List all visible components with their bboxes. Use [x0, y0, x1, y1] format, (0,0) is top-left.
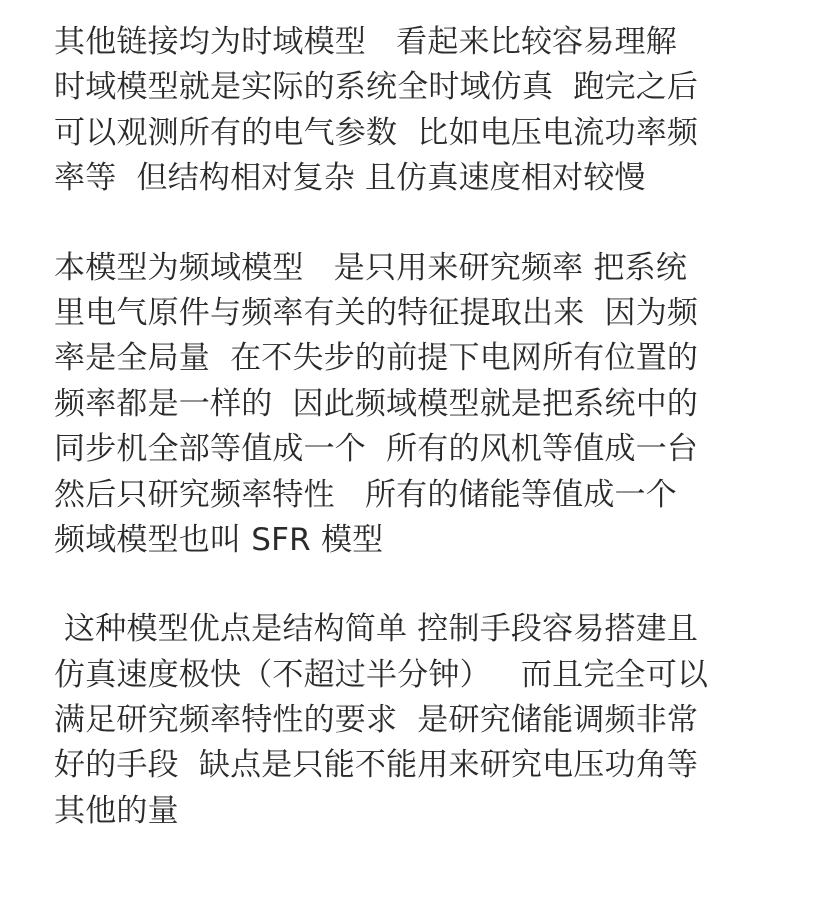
text-line: 好的手段 缺点是只能不能用来研究电压功角等 [54, 747, 699, 784]
paragraph-time-domain [54, 20, 814, 202]
text-line: 率是全局量 在不失步的前提下电网所有位置的 [54, 340, 699, 377]
paragraph-spacer [54, 563, 814, 607]
text-line: 仿真速度极快（不超过半分钟） 而且完全可以 [54, 656, 709, 693]
text-line: 时域模型就是实际的系统全时域仿真 跑完之后 [54, 69, 699, 106]
paragraph-pros-cons [54, 607, 814, 834]
text-line: 然后只研究频率特性 所有的储能等值成一个 [54, 476, 677, 513]
text-line: 其他的量 [54, 792, 179, 829]
text-line: 这种模型优点是结构简单 控制手段容易搭建且 [54, 611, 699, 648]
document-body [54, 20, 814, 834]
text-line: 可以观测所有的电气参数 比如电压电流功率频 [54, 114, 699, 151]
text-line: 里电气原件与频率有关的特征提取出来 因为频 [54, 294, 699, 331]
text-line: 频域模型也叫 SFR 模型 [54, 521, 384, 558]
text-line: 其他链接均为时域模型 看起来比较容易理解 [54, 24, 677, 60]
text-line: 率等 但结构相对复杂 且仿真速度相对较慢 [54, 160, 646, 197]
text-line: 满足研究频率特性的要求 是研究储能调频非常 [54, 702, 699, 739]
paragraph-frequency-domain [54, 246, 814, 564]
text-line: 同步机全部等值成一个 所有的风机等值成一台 [54, 431, 699, 468]
text-line: 频率都是一样的 因此频域模型就是把系统中的 [54, 385, 699, 422]
paragraph-spacer [54, 202, 814, 246]
text-line: 本模型为频域模型 是只用来研究频率 把系统 [54, 249, 688, 286]
